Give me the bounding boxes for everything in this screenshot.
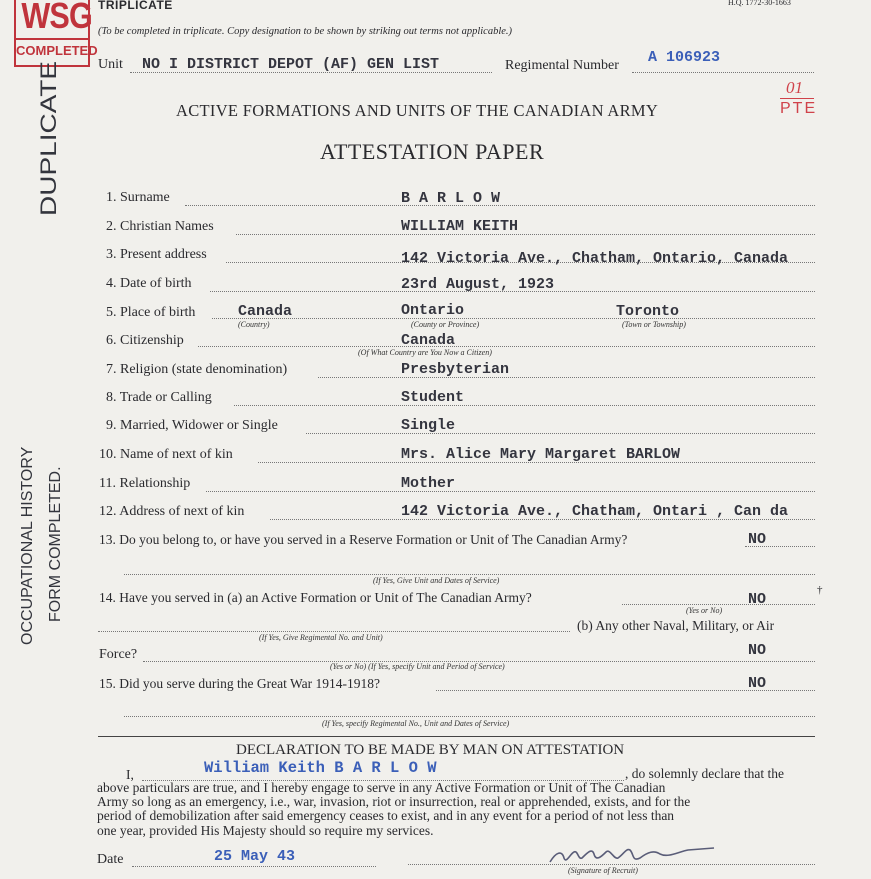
declaration-line5: one year, provided His Majesty should so require my services. — [97, 823, 434, 838]
marital-status-label: 9. Married, Widower or Single — [106, 418, 278, 433]
declaration-line2: above particulars are true, and I hereby engage to serve in any Active Formation or Unit of The Canadian — [97, 780, 666, 795]
marital-status-value: Single — [401, 417, 456, 434]
place-of-birth-line — [212, 318, 815, 319]
next-of-kin-value: Mrs. Alice Mary Margaret BARLOW — [401, 446, 681, 463]
stamp-top-text: WSG — [21, 0, 92, 36]
trade-line — [234, 405, 815, 406]
marital-status-line — [306, 433, 815, 434]
declaration-line3: Army so long as an emergency, i.e., war, invasion, riot or insurrection, real or apprehended, exists, and for the — [97, 794, 691, 809]
date-label: Date — [97, 852, 124, 867]
present-address-value: 142 Victoria Ave., Chatham, Ontario, Canada — [401, 250, 789, 267]
christian-names-line — [236, 234, 815, 235]
q14-label: 14. Have you served in (a) an Active Formation or Unit of The Canadian Army? — [99, 590, 532, 605]
occupational-history-label: OCCUPATIONAL HISTORY — [19, 446, 36, 645]
date-of-birth-label: 4. Date of birth — [106, 276, 192, 291]
next-of-kin-address-label: 12. Address of next of kin — [99, 504, 245, 519]
citizenship-caption: (Of What Country are You Now a Citizen) — [358, 348, 492, 357]
q14-mark: † — [817, 584, 823, 596]
christian-names-label: 2. Christian Names — [106, 219, 214, 234]
q14b-force-label: Force? — [99, 647, 138, 662]
next-of-kin-address-value: 142 Victoria Ave., Chatham, Ontari , Can da — [401, 503, 789, 520]
relationship-label: 11. Relationship — [99, 476, 191, 491]
recruit-signature — [548, 840, 718, 868]
country-caption: (Country) — [238, 320, 270, 329]
q13-label: 13. Do you belong to, or have you served in a Reserve Formation or Unit of The Canadian Army? — [99, 532, 628, 547]
form-number: H.Q. 1772-30-1663 — [728, 0, 791, 7]
date-value: 25 May 43 — [214, 848, 296, 865]
annotation-01: 01 — [786, 78, 803, 97]
place-of-birth-label: 5. Place of birth — [106, 305, 196, 320]
religion-line — [318, 377, 815, 378]
org-heading: ACTIVE FORMATIONS AND UNITS OF THE CANADIAN ARMY — [176, 101, 659, 120]
q13-detail-line — [124, 574, 815, 575]
trade-label: 8. Trade or Calling — [106, 390, 212, 405]
birth-country-value: Canada — [238, 303, 293, 320]
birth-province-value: Ontario — [401, 302, 465, 319]
declaration-name-value: William Keith B A R L O W — [204, 759, 437, 777]
annotation-divider — [780, 98, 814, 99]
page-title: ATTESTATION PAPER — [320, 139, 545, 164]
relationship-value: Mother — [401, 475, 456, 492]
wsg-completed-stamp — [14, 0, 98, 67]
q13-value: NO — [748, 531, 767, 548]
q14b-label: (b) Any other Naval, Military, or Air — [577, 618, 775, 633]
birth-town-value: Toronto — [616, 303, 680, 320]
christian-names-value: WILLIAM KEITH — [401, 218, 519, 235]
q14-line — [622, 604, 815, 605]
q14-yesno-caption: (Yes or No) — [686, 606, 723, 615]
q14-detail-line — [98, 631, 570, 632]
unit-label: Unit — [98, 57, 123, 72]
citizenship-value: Canada — [401, 332, 456, 349]
date-of-birth-value: 23rd August, 1923 — [401, 276, 555, 293]
q15-caption: (If Yes, specify Regimental No., Unit and Dates of Service) — [322, 719, 510, 728]
declaration-i-label: I, — [126, 767, 134, 782]
signature-caption: (Signature of Recruit) — [568, 866, 638, 875]
declaration-line4: period of demobilization after said emergency ceases to exist, and in any event for a period of not less than — [97, 808, 675, 823]
regimental-number-label: Regimental Number — [505, 58, 619, 73]
surname-value: B A R L O W — [401, 190, 501, 207]
q13-caption: (If Yes, Give Unit and Dates of Service) — [373, 576, 500, 585]
section-divider — [98, 736, 815, 737]
instruction-text: (To be completed in triplicate. Copy designation to be shown by striking out terms not applicable.) — [98, 26, 513, 37]
date-line — [132, 866, 376, 867]
q14b-caption: (Yes or No) (If Yes, specify Unit and Period of Service) — [330, 662, 505, 671]
q14-value: NO — [748, 591, 767, 608]
q14b-value: NO — [748, 642, 767, 659]
citizenship-label: 6. Citizenship — [106, 333, 184, 348]
form-completed-label: FORM COMPLETED. — [47, 466, 64, 622]
q15-value: NO — [748, 675, 767, 692]
declaration-line1-end: , do solemnly declare that the — [625, 766, 784, 781]
annotation-pte: PTE — [780, 100, 818, 117]
q14-caption: (If Yes, Give Regimental No. and Unit) — [259, 633, 383, 642]
town-caption: (Town or Township) — [622, 320, 686, 329]
religion-value: Presbyterian — [401, 361, 510, 378]
present-address-label: 3. Present address — [106, 247, 207, 262]
q15-label: 15. Did you serve during the Great War 1914-1918? — [99, 676, 380, 691]
duplicate-label: DUPLICATE — [36, 60, 61, 216]
regimental-number-line — [632, 72, 814, 73]
next-of-kin-label: 10. Name of next of kin — [99, 447, 233, 462]
religion-label: 7. Religion (state denomination) — [106, 362, 288, 377]
trade-value: Student — [401, 389, 465, 406]
declaration-heading: DECLARATION TO BE MADE BY MAN ON ATTESTATION — [236, 742, 625, 758]
province-caption: (County or Province) — [411, 320, 480, 329]
citizenship-line — [198, 346, 815, 347]
regimental-number-value: A 106923 — [648, 49, 721, 66]
surname-label: 1. Surname — [106, 190, 170, 205]
triplicate-label: TRIPLICATE — [98, 0, 173, 12]
q15-detail-line — [124, 716, 815, 717]
unit-value: NO I DISTRICT DEPOT (AF) GEN LIST — [142, 56, 440, 73]
relationship-line — [206, 491, 815, 492]
stamp-bottom-text: COMPLETED — [16, 38, 88, 62]
